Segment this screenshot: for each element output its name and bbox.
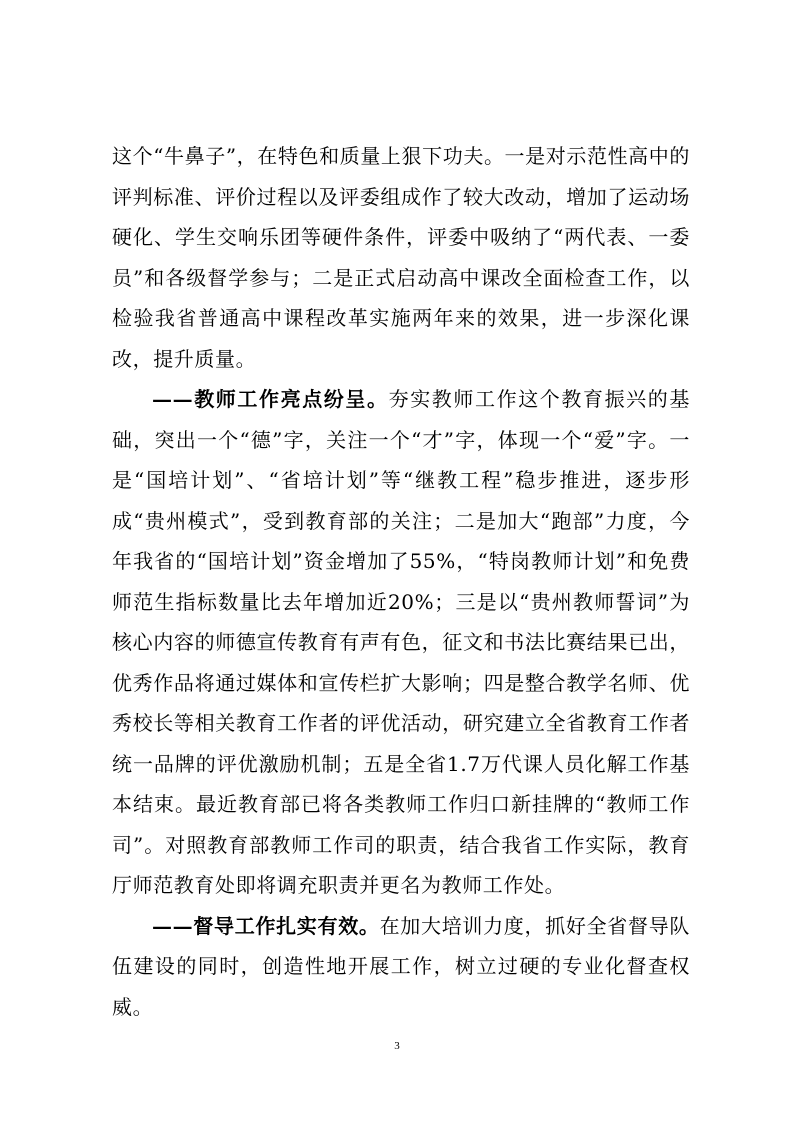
paragraph-1 [112,136,690,379]
page-number: 3 [394,1040,400,1052]
paragraph-2 [112,379,690,906]
paragraph-1-text: 这个“牛鼻子”，在特色和质量上狠下功夫。一是对示范性高中的评判标准、评价过程以及评委组成作了较大改动，增加了运动场硬化、学生交响乐团等硬件条件，评委中吸纳了“两代表、一委员”和各级督学参与；二是正式启动高中课改全面检查工作，以检验我省普通高中课程改革实施两年来的效果，进一步深化课改，提升质量。 [112,144,690,371]
paragraph-2-text: 夯实教师工作这个教育振兴的基础，突出一个“德”字，关注一个“才”字，体现一个“爱”字。一是“国培计划”、“省培计划”等“继教工程”稳步推进，逐步形成“贵州模式”，受到教育部的关注；二是加大“跑部”力度，今年我省的“国培计划”资金增加了55%，“特岗教师计划”和免费师范生指标数量比去年增加近20%；三是以“贵州教师誓词”为核心内容的师德宣传教育有声有色，征文和书法比赛结果已出，优秀作品将通过媒体和宣传栏扩大影响；四是整合教学名师、优秀校长等相关教育工作者的评优活动，研究建立全省教育工作者统一品牌的评优激励机制；五是全省1.7万代课人员化解工作基本结束。最近教育部已将各类教师工作归口新挂牌的“教师工作司”。对照教育部教师工作司的职责，结合我省工作实际，教育厅师范教育处即将调充职责并更名为教师工作处。 [112,387,690,897]
body-text [112,136,690,1027]
paragraph-3-lead: ——督导工作扎实有效。 [152,913,380,938]
paragraph-3 [112,906,690,1028]
paragraph-2-lead: ——教师工作亮点纷呈。 [152,387,389,411]
paragraph-3-text: 在加大培训力度，抓好全省督导队伍建设的同时，创造性地开展工作，树立过硬的专业化督查权威。 [112,913,691,1019]
